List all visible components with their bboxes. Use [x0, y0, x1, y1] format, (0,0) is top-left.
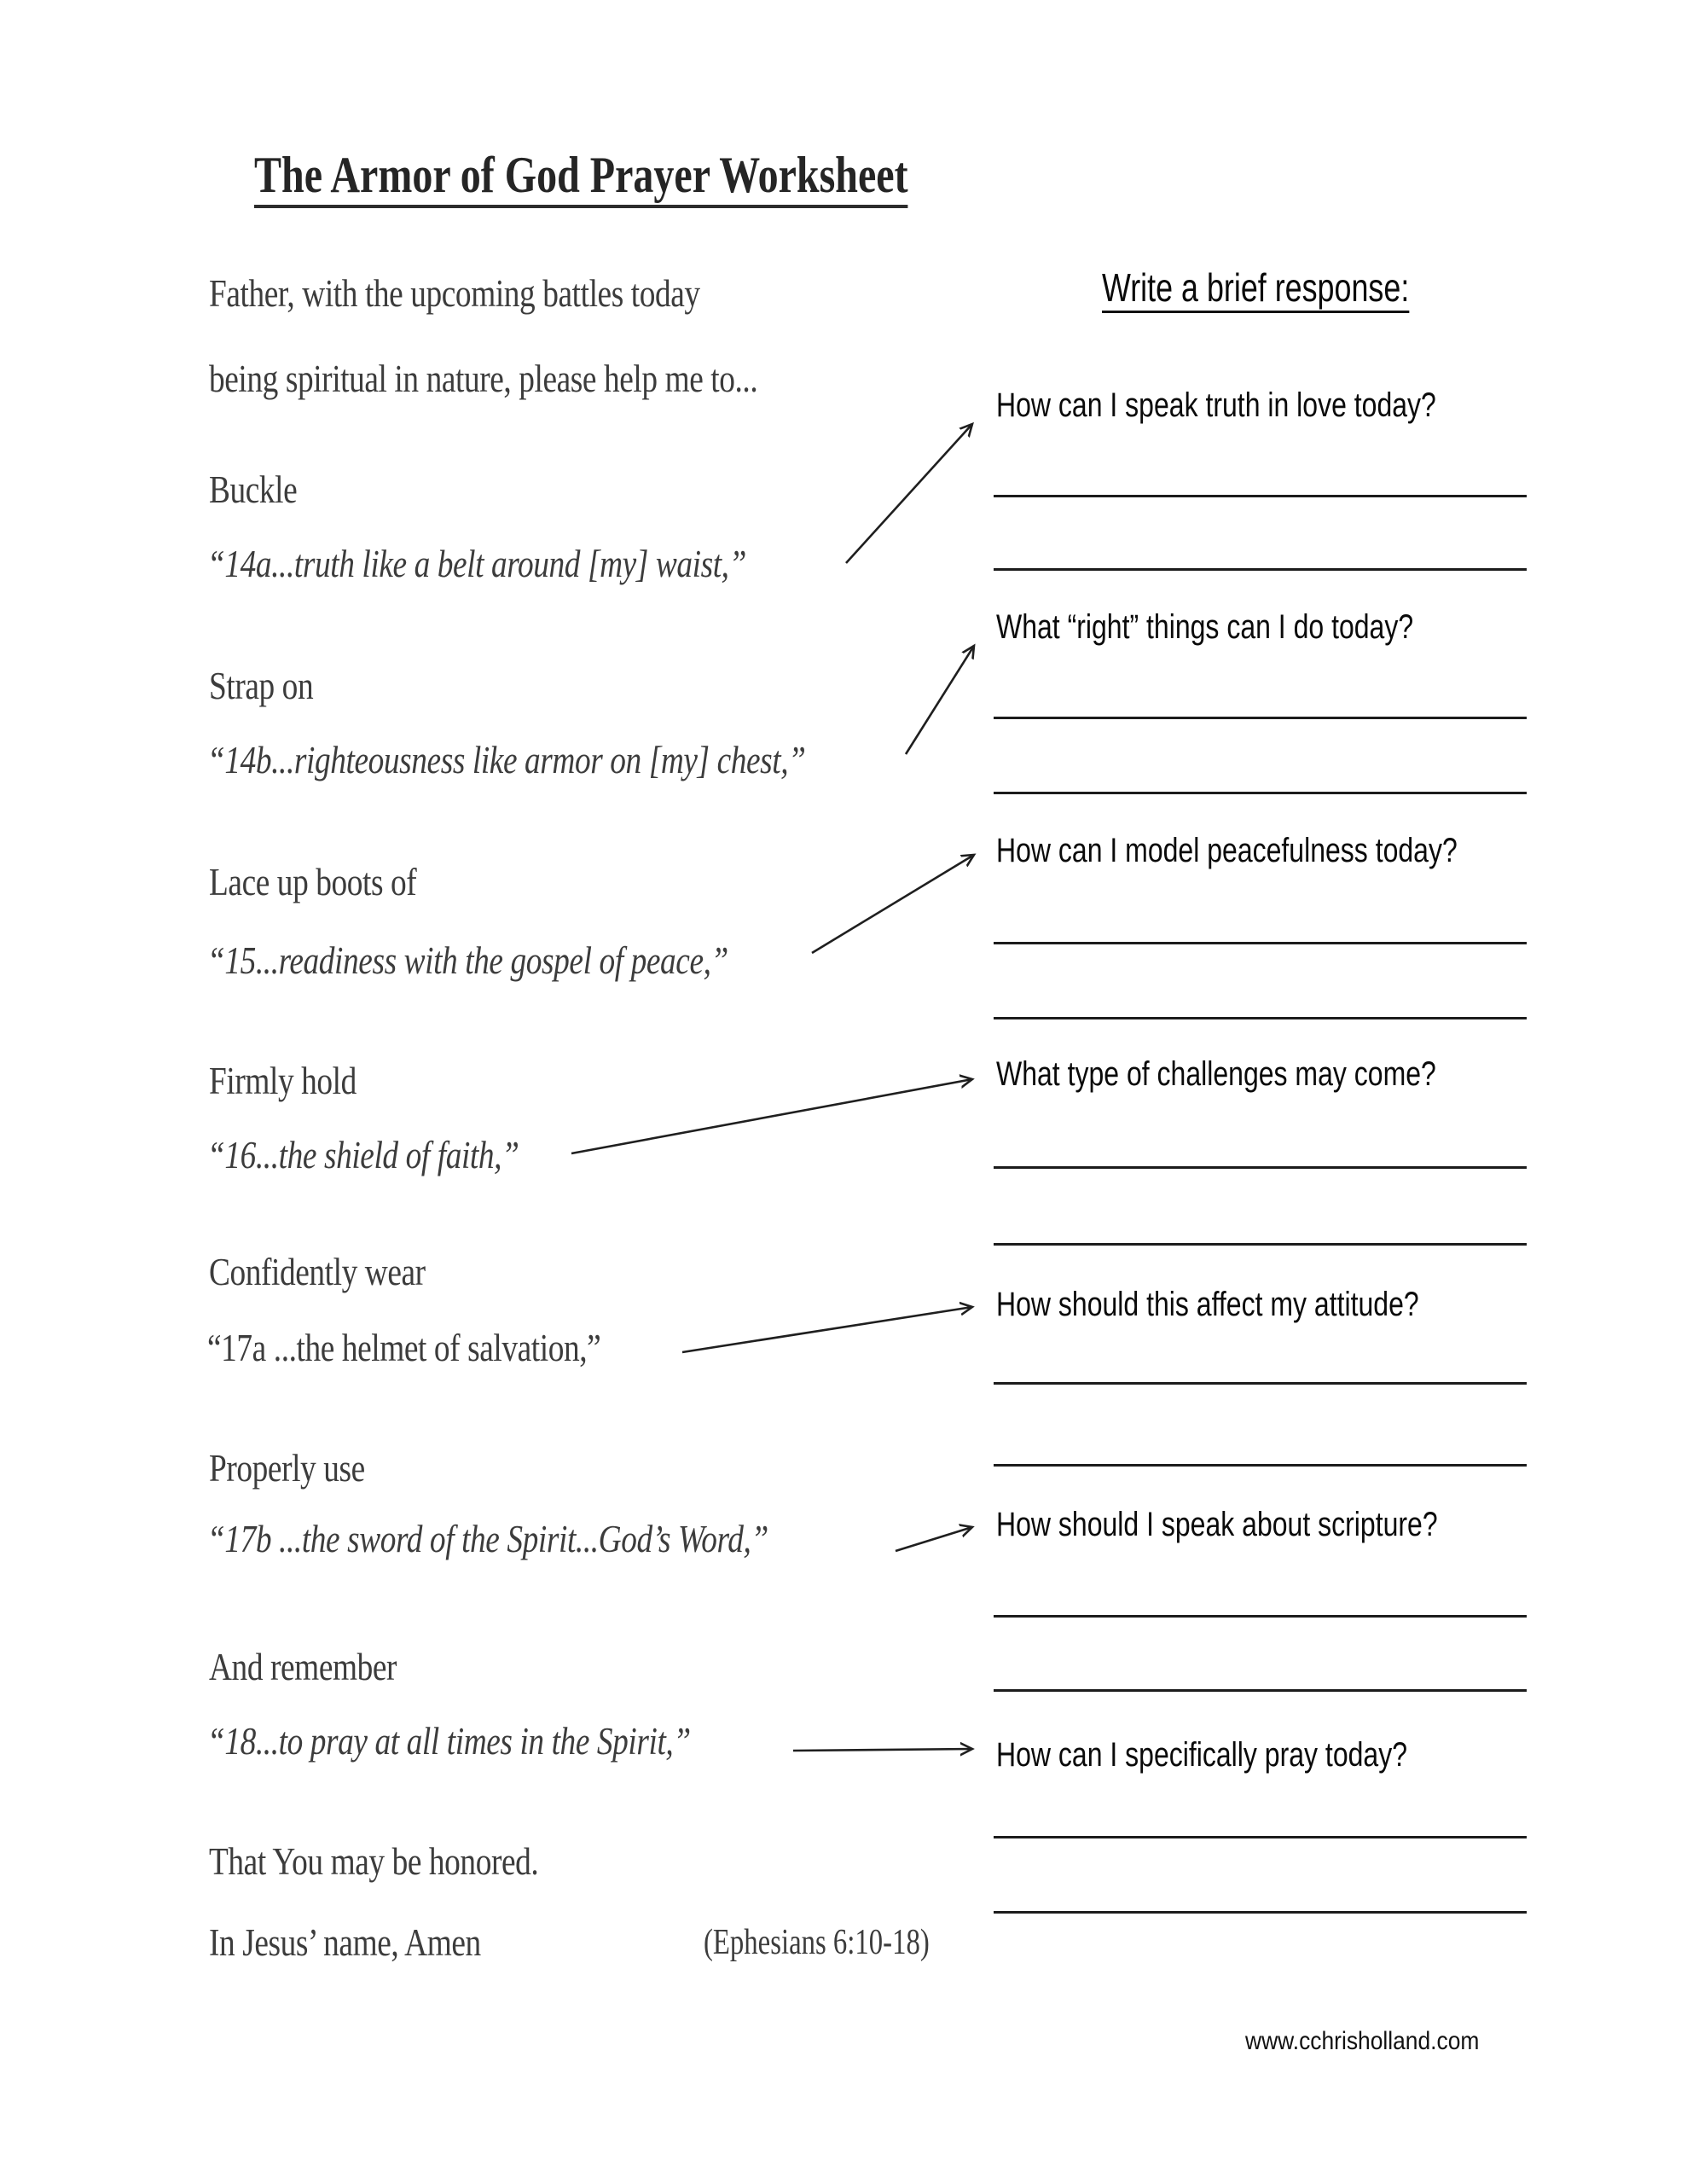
quote-14b: “14b...righteousness like armor on [my] chest,” — [207, 739, 806, 781]
action-strap-on: Strap on — [209, 665, 314, 707]
answer-line — [994, 1243, 1527, 1246]
answer-line — [994, 1017, 1527, 1019]
answer-line — [994, 942, 1527, 944]
quote-14a: “14a...truth like a belt around [my] waist,” — [207, 543, 746, 585]
question-speak-truth: How can I speak truth in love today? — [996, 386, 1436, 424]
answer-line — [994, 1836, 1527, 1838]
question-pray-today: How can I specifically pray today? — [996, 1736, 1407, 1774]
answer-line — [994, 495, 1527, 497]
arrow-to-question-5 — [682, 1307, 972, 1352]
closing-line-1: That You may be honored. — [209, 1840, 539, 1883]
arrow-to-question-2 — [906, 646, 974, 754]
quote-18: “18...to pray at all times in the Spirit,” — [207, 1720, 691, 1763]
answer-line — [994, 717, 1527, 719]
closing-line-2: In Jesus’ name, Amen — [209, 1921, 481, 1964]
action-firmly-hold: Firmly hold — [209, 1060, 357, 1102]
action-lace-up: Lace up boots of — [209, 861, 417, 903]
intro-line-1: Father, with the upcoming battles today — [209, 272, 700, 315]
arrow-to-question-7 — [793, 1749, 972, 1751]
answer-line — [994, 568, 1527, 571]
answer-line — [994, 1382, 1527, 1385]
quote-16: “16...the shield of faith,” — [207, 1134, 519, 1176]
question-challenges: What type of challenges may come? — [996, 1055, 1436, 1093]
action-properly-use: Properly use — [209, 1447, 365, 1490]
arrow-to-question-6 — [896, 1527, 972, 1551]
arrow-to-question-3 — [812, 855, 974, 953]
action-buckle: Buckle — [209, 468, 298, 511]
answer-line — [994, 1615, 1527, 1618]
intro-line-2: being spiritual in nature, please help me to... — [209, 357, 758, 400]
arrow-to-question-4 — [571, 1079, 972, 1153]
question-model-peacefulness: How can I model peacefulness today? — [996, 832, 1458, 869]
question-scripture: How should I speak about scripture? — [996, 1506, 1438, 1543]
quote-17a: “17a ...the helmet of salvation,” — [207, 1327, 601, 1369]
answer-line — [994, 1911, 1527, 1914]
question-attitude: How should this affect my attitude? — [996, 1286, 1419, 1323]
footer-url: www.cchrisholland.com — [1245, 2027, 1480, 2055]
arrow-to-question-1 — [846, 424, 972, 563]
quote-17b: “17b ...the sword of the Spirit...God’s Word,” — [207, 1518, 768, 1560]
quote-15: “15...readiness with the gospel of peace,” — [207, 939, 728, 982]
answer-line — [994, 792, 1527, 794]
answer-line — [994, 1464, 1527, 1467]
page-title: The Armor of God Prayer Worksheet — [254, 149, 908, 208]
action-and-remember: And remember — [209, 1646, 397, 1688]
action-confidently-wear: Confidently wear — [209, 1251, 426, 1293]
scripture-reference: (Ephesians 6:10-18) — [704, 1923, 930, 1962]
question-right-things: What “right” things can I do today? — [996, 608, 1414, 646]
response-header: Write a brief response: — [1102, 268, 1409, 313]
answer-line — [994, 1166, 1527, 1169]
answer-line — [994, 1689, 1527, 1692]
